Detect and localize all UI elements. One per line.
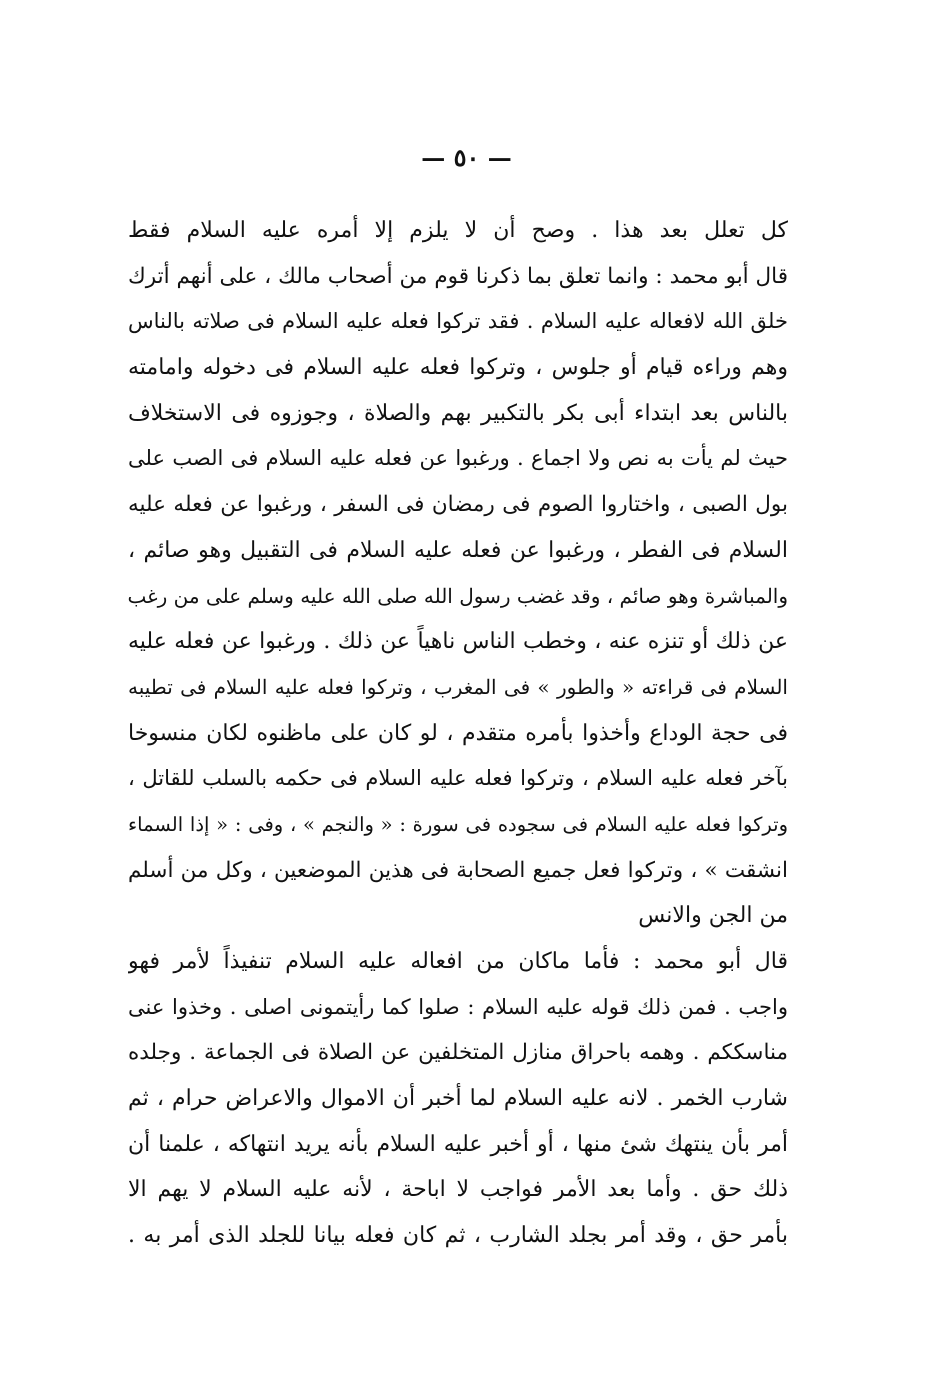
text-line: بول الصبى ، واختاروا الصوم فى رمضان فى السفر ، ورغبوا عن فعله عليه	[128, 492, 788, 518]
text-line: وتركوا فعله عليه السلام فى سجوده فى سورة : « والنجم » ، وفى : « إذا السماء	[128, 812, 788, 836]
text-line: من الجن والانس	[638, 903, 788, 929]
text-line: والمباشرة وهو صائم ، وقد غضب رسول الله صلى الله عليه وسلم على من رغب	[128, 583, 788, 608]
body-text	[128, 208, 788, 1259]
text-line: السلام فى الفطر ، ورغبوا عن فعله عليه السلام فى التقبيل وهو صائم ،	[128, 537, 788, 563]
text-line: بالناس بعد ابتداء أبى بكر بالتكبير بهم والصلاة ، وجوزوه فى الاستخلاف	[128, 400, 788, 426]
text-line: قال أبو محمد : فأما ماكان من افعاله عليه السلام تنفيذاً لأمر فهو	[128, 949, 788, 974]
text-line: ذلك حق . وأما بعد الأمر فواجب لا اباحة ، لأنه عليه السلام لا يهم الا	[128, 1177, 788, 1203]
text-line: أمر بأن ينتهك شئ منها ، أو أخبر عليه السلام بأنه يريد انتهاكه ، علمنا أن	[128, 1131, 788, 1157]
text-line: انشقت » ، وتركوا فعل جميع الصحابة فى هذين الموضعين ، وكل من أسلم	[128, 857, 788, 883]
text-line: بآخر فعله عليه السلام ، وتركوا فعله عليه السلام فى حكمه بالسلب للقاتل ،	[128, 766, 788, 791]
text-line: شارب الخمر . لانه عليه السلام لما أخبر أن الاموال والاعراض حرام ، ثم	[128, 1086, 788, 1112]
page-number: — ٥٠ —	[421, 143, 512, 172]
text-line: بأمر حق ، وقد أمر بجلد الشارب ، ثم كان فعله بيانا للجلد الذى أمر به .	[128, 1223, 788, 1249]
text-line: السلام فى قراءته « والطور » فى المغرب ، وتركوا فعله عليه السلام فى تطيبه	[128, 674, 788, 699]
text-line: فى حجة الوداع وأخذوا بأمره متقدم ، لو كان على ماظنوه لكان منسوخا	[128, 720, 788, 746]
text-line: قال أبو محمد : وانما تعلق بما ذكرنا قوم من أصحاب مالك ، على أنهم أترك	[128, 263, 788, 289]
text-line: خلق الله لافعاله عليه السلام . فقد تركوا فعله عليه السلام فى صلاته بالناس	[128, 309, 788, 334]
text-line: حيث لم يأت به نص ولا اجماع . ورغبوا عن فعله عليه السلام فى الصب على	[128, 446, 788, 471]
text-line: واجب . فمن ذلك قوله عليه السلام : صلوا كما رأيتمونى اصلى . وخذوا عنى	[128, 994, 788, 1019]
text-line: عن ذلك أو تنزه عنه ، وخطب الناس ناهياً عن ذلك . ورغبوا عن فعله عليه	[128, 629, 788, 655]
text-line: كل تعلل بعد هذا . وصح أن لا يلزم إلا أمره عليه السلام فقط	[128, 218, 788, 243]
text-line: وهم وراءه قيام أو جلوس ، وتركوا فعله عليه السلام فى دخوله وامامته	[128, 355, 788, 381]
text-line: مناسككم . وهمه باحراق منازل المتخلفين عن الصلاة فى الجماعة . وجلده	[128, 1040, 788, 1066]
